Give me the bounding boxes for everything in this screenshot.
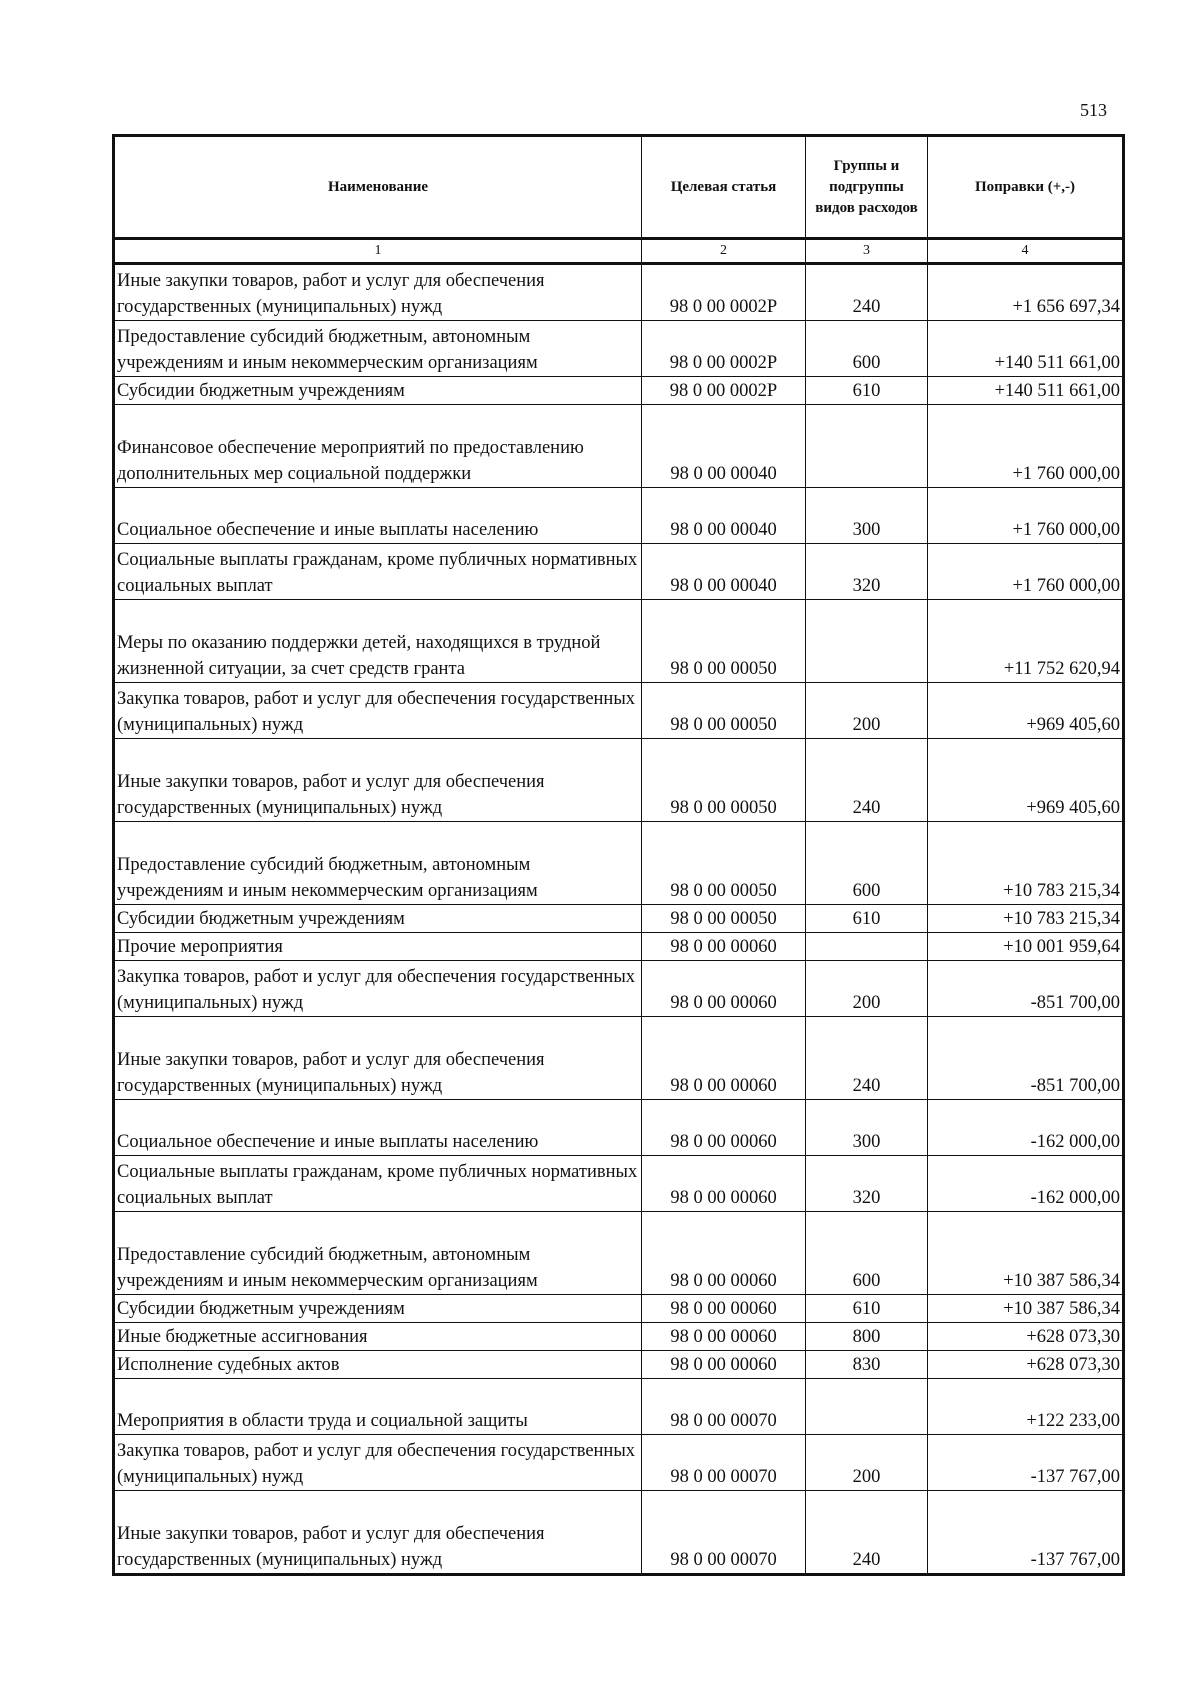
row-target-article: 98 0 00 00050 <box>642 739 806 822</box>
row-expense-group <box>806 600 928 683</box>
table-row <box>114 1351 1124 1379</box>
row-target-article: 98 0 00 00050 <box>642 822 806 905</box>
row-target-article: 98 0 00 00070 <box>642 1379 806 1435</box>
row-name: Закупка товаров, работ и услуг для обеспечения государственных (муниципальных) нужд <box>114 1435 642 1491</box>
row-amount: +10 387 586,34 <box>928 1212 1124 1295</box>
row-expense-group: 240 <box>806 739 928 822</box>
row-amount: -162 000,00 <box>928 1156 1124 1212</box>
row-target-article: 98 0 00 00060 <box>642 1156 806 1212</box>
row-amount: +140 511 661,00 <box>928 377 1124 405</box>
column-number: 3 <box>806 239 928 264</box>
table-row <box>114 1323 1124 1351</box>
row-target-article: 98 0 00 00050 <box>642 683 806 739</box>
row-amount: +10 783 215,34 <box>928 822 1124 905</box>
row-target-article: 98 0 00 00060 <box>642 1295 806 1323</box>
header-name: Наименование <box>114 136 642 239</box>
row-target-article: 98 0 00 00060 <box>642 1323 806 1351</box>
row-expense-group: 240 <box>806 264 928 321</box>
row-amount: -851 700,00 <box>928 961 1124 1017</box>
row-amount: +1 760 000,00 <box>928 544 1124 600</box>
row-amount: +11 752 620,94 <box>928 600 1124 683</box>
row-amount: +122 233,00 <box>928 1379 1124 1435</box>
row-name: Социальное обеспечение и иные выплаты населению <box>114 488 642 544</box>
header-amendment: Поправки (+,-) <box>928 136 1124 239</box>
column-number-row <box>114 239 1124 264</box>
row-amount: +969 405,60 <box>928 739 1124 822</box>
row-expense-group: 320 <box>806 1156 928 1212</box>
row-target-article: 98 0 00 0002Р <box>642 377 806 405</box>
row-expense-group: 240 <box>806 1017 928 1100</box>
table-row <box>114 1435 1124 1491</box>
row-expense-group: 300 <box>806 488 928 544</box>
header-target-article: Целевая статья <box>642 136 806 239</box>
row-name: Меры по оказанию поддержки детей, находящихся в трудной жизненной ситуации, за счет средств гранта <box>114 600 642 683</box>
row-expense-group <box>806 405 928 488</box>
row-target-article: 98 0 00 00060 <box>642 1100 806 1156</box>
row-amount: -137 767,00 <box>928 1435 1124 1491</box>
column-number: 1 <box>114 239 642 264</box>
row-name: Иные закупки товаров, работ и услуг для обеспечения государственных (муниципальных) нужд <box>114 1017 642 1100</box>
table-row <box>114 822 1124 905</box>
row-target-article: 98 0 00 00050 <box>642 905 806 933</box>
row-name: Иные закупки товаров, работ и услуг для обеспечения государственных (муниципальных) нужд <box>114 739 642 822</box>
row-target-article: 98 0 00 00060 <box>642 1212 806 1295</box>
table-row <box>114 1295 1124 1323</box>
row-name: Социальные выплаты гражданам, кроме публичных нормативных социальных выплат <box>114 544 642 600</box>
row-expense-group: 240 <box>806 1491 928 1575</box>
row-name: Закупка товаров, работ и услуг для обеспечения государственных (муниципальных) нужд <box>114 961 642 1017</box>
row-target-article: 98 0 00 0002Р <box>642 264 806 321</box>
table-row <box>114 1017 1124 1100</box>
row-target-article: 98 0 00 00050 <box>642 600 806 683</box>
table-row <box>114 264 1124 321</box>
row-expense-group: 610 <box>806 905 928 933</box>
row-amount: +10 783 215,34 <box>928 905 1124 933</box>
row-target-article: 98 0 00 00060 <box>642 961 806 1017</box>
table-row <box>114 961 1124 1017</box>
row-name: Прочие мероприятия <box>114 933 642 961</box>
row-target-article: 98 0 00 00040 <box>642 405 806 488</box>
row-amount: -137 767,00 <box>928 1491 1124 1575</box>
table-row <box>114 377 1124 405</box>
row-target-article: 98 0 00 00060 <box>642 933 806 961</box>
row-target-article: 98 0 00 00040 <box>642 488 806 544</box>
row-target-article: 98 0 00 00040 <box>642 544 806 600</box>
header-row <box>114 136 1124 239</box>
table-row <box>114 488 1124 544</box>
table-row <box>114 1491 1124 1575</box>
table-row <box>114 1100 1124 1156</box>
row-expense-group: 600 <box>806 1212 928 1295</box>
row-name: Субсидии бюджетным учреждениям <box>114 377 642 405</box>
row-name: Закупка товаров, работ и услуг для обеспечения государственных (муниципальных) нужд <box>114 683 642 739</box>
row-name: Иные закупки товаров, работ и услуг для обеспечения государственных (муниципальных) нужд <box>114 264 642 321</box>
row-name: Социальные выплаты гражданам, кроме публичных нормативных социальных выплат <box>114 1156 642 1212</box>
row-expense-group: 600 <box>806 321 928 377</box>
table-row <box>114 933 1124 961</box>
column-number: 2 <box>642 239 806 264</box>
row-expense-group: 600 <box>806 822 928 905</box>
row-expense-group: 830 <box>806 1351 928 1379</box>
page-number: 513 <box>1080 100 1107 120</box>
table-row <box>114 683 1124 739</box>
row-amount: +1 760 000,00 <box>928 405 1124 488</box>
row-name: Субсидии бюджетным учреждениям <box>114 1295 642 1323</box>
table-row <box>114 739 1124 822</box>
row-expense-group <box>806 1379 928 1435</box>
row-amount: -851 700,00 <box>928 1017 1124 1100</box>
row-name: Предоставление субсидий бюджетным, автономным учреждениям и иным некоммерческим организациям <box>114 1212 642 1295</box>
table-row <box>114 600 1124 683</box>
row-amount: -162 000,00 <box>928 1100 1124 1156</box>
row-amount: +140 511 661,00 <box>928 321 1124 377</box>
budget-amendments-table <box>112 134 1125 1576</box>
row-name: Мероприятия в области труда и социальной защиты <box>114 1379 642 1435</box>
row-expense-group: 200 <box>806 683 928 739</box>
row-target-article: 98 0 00 0002Р <box>642 321 806 377</box>
row-name: Иные закупки товаров, работ и услуг для обеспечения государственных (муниципальных) нужд <box>114 1491 642 1575</box>
row-name: Субсидии бюджетным учреждениям <box>114 905 642 933</box>
column-number: 4 <box>928 239 1124 264</box>
table-row <box>114 405 1124 488</box>
row-expense-group: 610 <box>806 377 928 405</box>
row-name: Исполнение судебных актов <box>114 1351 642 1379</box>
row-expense-group: 200 <box>806 961 928 1017</box>
row-expense-group: 300 <box>806 1100 928 1156</box>
table-row <box>114 1156 1124 1212</box>
row-amount: +628 073,30 <box>928 1323 1124 1351</box>
row-name: Предоставление субсидий бюджетным, автономным учреждениям и иным некоммерческим организациям <box>114 822 642 905</box>
row-expense-group: 610 <box>806 1295 928 1323</box>
row-amount: +628 073,30 <box>928 1351 1124 1379</box>
row-target-article: 98 0 00 00060 <box>642 1017 806 1100</box>
row-expense-group: 800 <box>806 1323 928 1351</box>
row-target-article: 98 0 00 00060 <box>642 1351 806 1379</box>
row-name: Социальное обеспечение и иные выплаты населению <box>114 1100 642 1156</box>
row-amount: +969 405,60 <box>928 683 1124 739</box>
row-name: Финансовое обеспечение мероприятий по предоставлению дополнительных мер социальной поддержки <box>114 405 642 488</box>
table-row <box>114 905 1124 933</box>
row-target-article: 98 0 00 00070 <box>642 1435 806 1491</box>
header-expense-group: Группы и подгруппы видов расходов <box>806 136 928 239</box>
table-row <box>114 1379 1124 1435</box>
row-expense-group: 320 <box>806 544 928 600</box>
row-amount: +1 760 000,00 <box>928 488 1124 544</box>
row-amount: +1 656 697,34 <box>928 264 1124 321</box>
row-amount: +10 387 586,34 <box>928 1295 1124 1323</box>
row-target-article: 98 0 00 00070 <box>642 1491 806 1575</box>
table-row <box>114 321 1124 377</box>
table-row <box>114 1212 1124 1295</box>
row-name: Иные бюджетные ассигнования <box>114 1323 642 1351</box>
row-name: Предоставление субсидий бюджетным, автономным учреждениям и иным некоммерческим организациям <box>114 321 642 377</box>
row-expense-group <box>806 933 928 961</box>
row-amount: +10 001 959,64 <box>928 933 1124 961</box>
row-expense-group: 200 <box>806 1435 928 1491</box>
table-row <box>114 544 1124 600</box>
